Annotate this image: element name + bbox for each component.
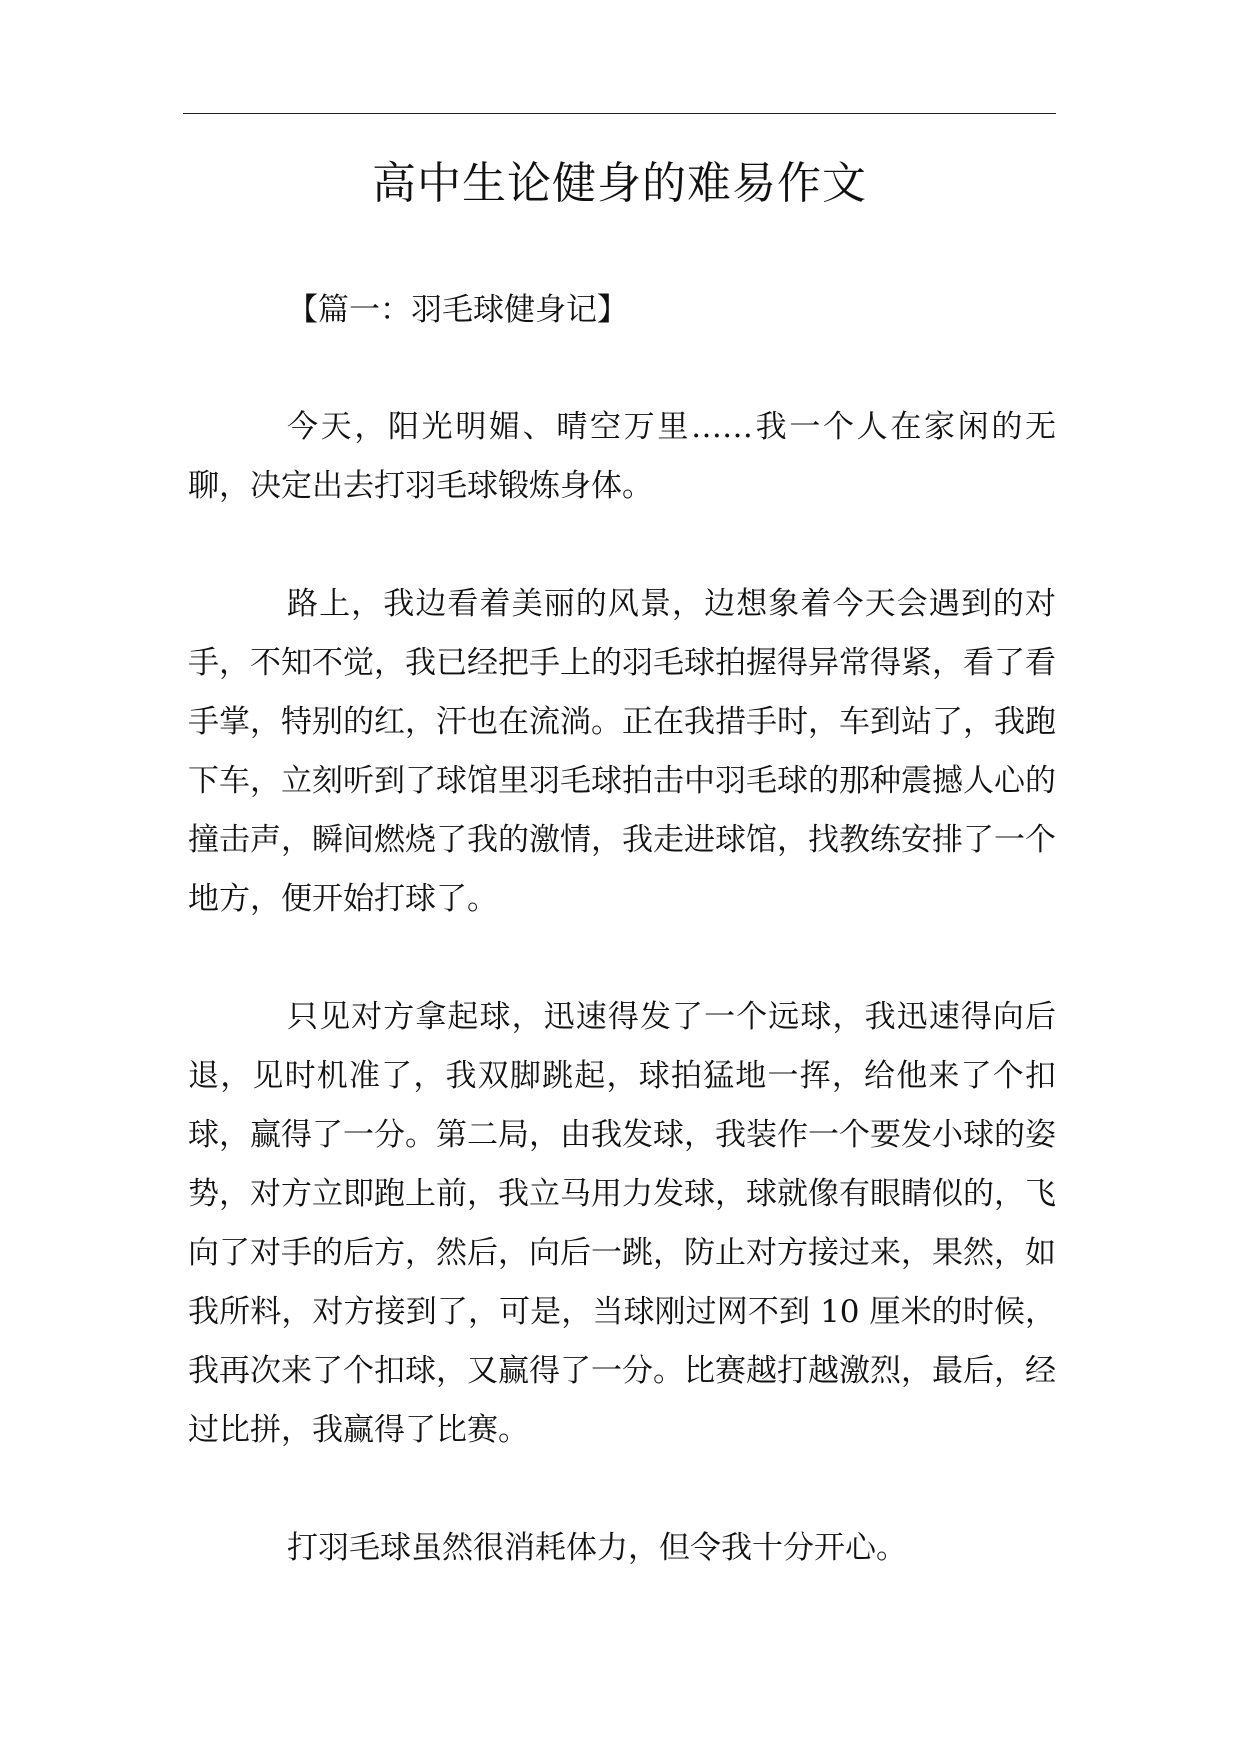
spacer — [188, 929, 1056, 988]
paragraph-4: 打羽毛球虽然很消耗体力，但令我十分开心。 — [287, 1530, 907, 1566]
paragraph-2: 路上，我边看着美丽的风景，边想象着今天会遇到的对手，不知不觉，我已经把手上的羽毛球拍握得异常得紧，看了看手掌，特别的红，汗也在流淌。正在我措手时，车到站了，我跑下车，立刻听到了球馆里羽毛球拍击中羽毛球的那种震撼人心的撞击声，瞬间燃烧了我的激情，我走进球馆，找教练安排了一个地方，便开始打球了。 — [188, 586, 1056, 917]
header-rule — [183, 113, 1056, 114]
section-heading: 【篇一：羽毛球健身记】 — [287, 292, 628, 328]
paragraph-1: 今天，阳光明媚、晴空万里……我一个人在家闲的无聊，决定出去打羽毛球锻炼身体。 — [188, 409, 1056, 504]
page-title: 高中生论健身的难易作文 — [372, 158, 867, 209]
spacer — [188, 1460, 1056, 1519]
spacer — [188, 516, 1056, 575]
spacer — [188, 340, 1056, 398]
document-body — [188, 281, 1056, 1578]
paragraph-3: 只见对方拿起球，迅速得发了一个远球，我迅速得向后退，见时机准了，我双脚跳起，球拍猛地一挥，给他来了个扣球，赢得了一分。第二局，由我发球，我装作一个要发小球的姿势，对方立即跑上前，我立马用力发球，球就像有眼睛似的，飞向了对手的后方，然后，向后一跳，防止对方接过来，果然，如我所料，对方接到了，可是，当球刚过网不到 10 厘米的时候，我再次来了个扣球，又赢得了一分。比赛越打越激烈，最后，经过比拼，我赢得了比赛。 — [188, 999, 1056, 1448]
